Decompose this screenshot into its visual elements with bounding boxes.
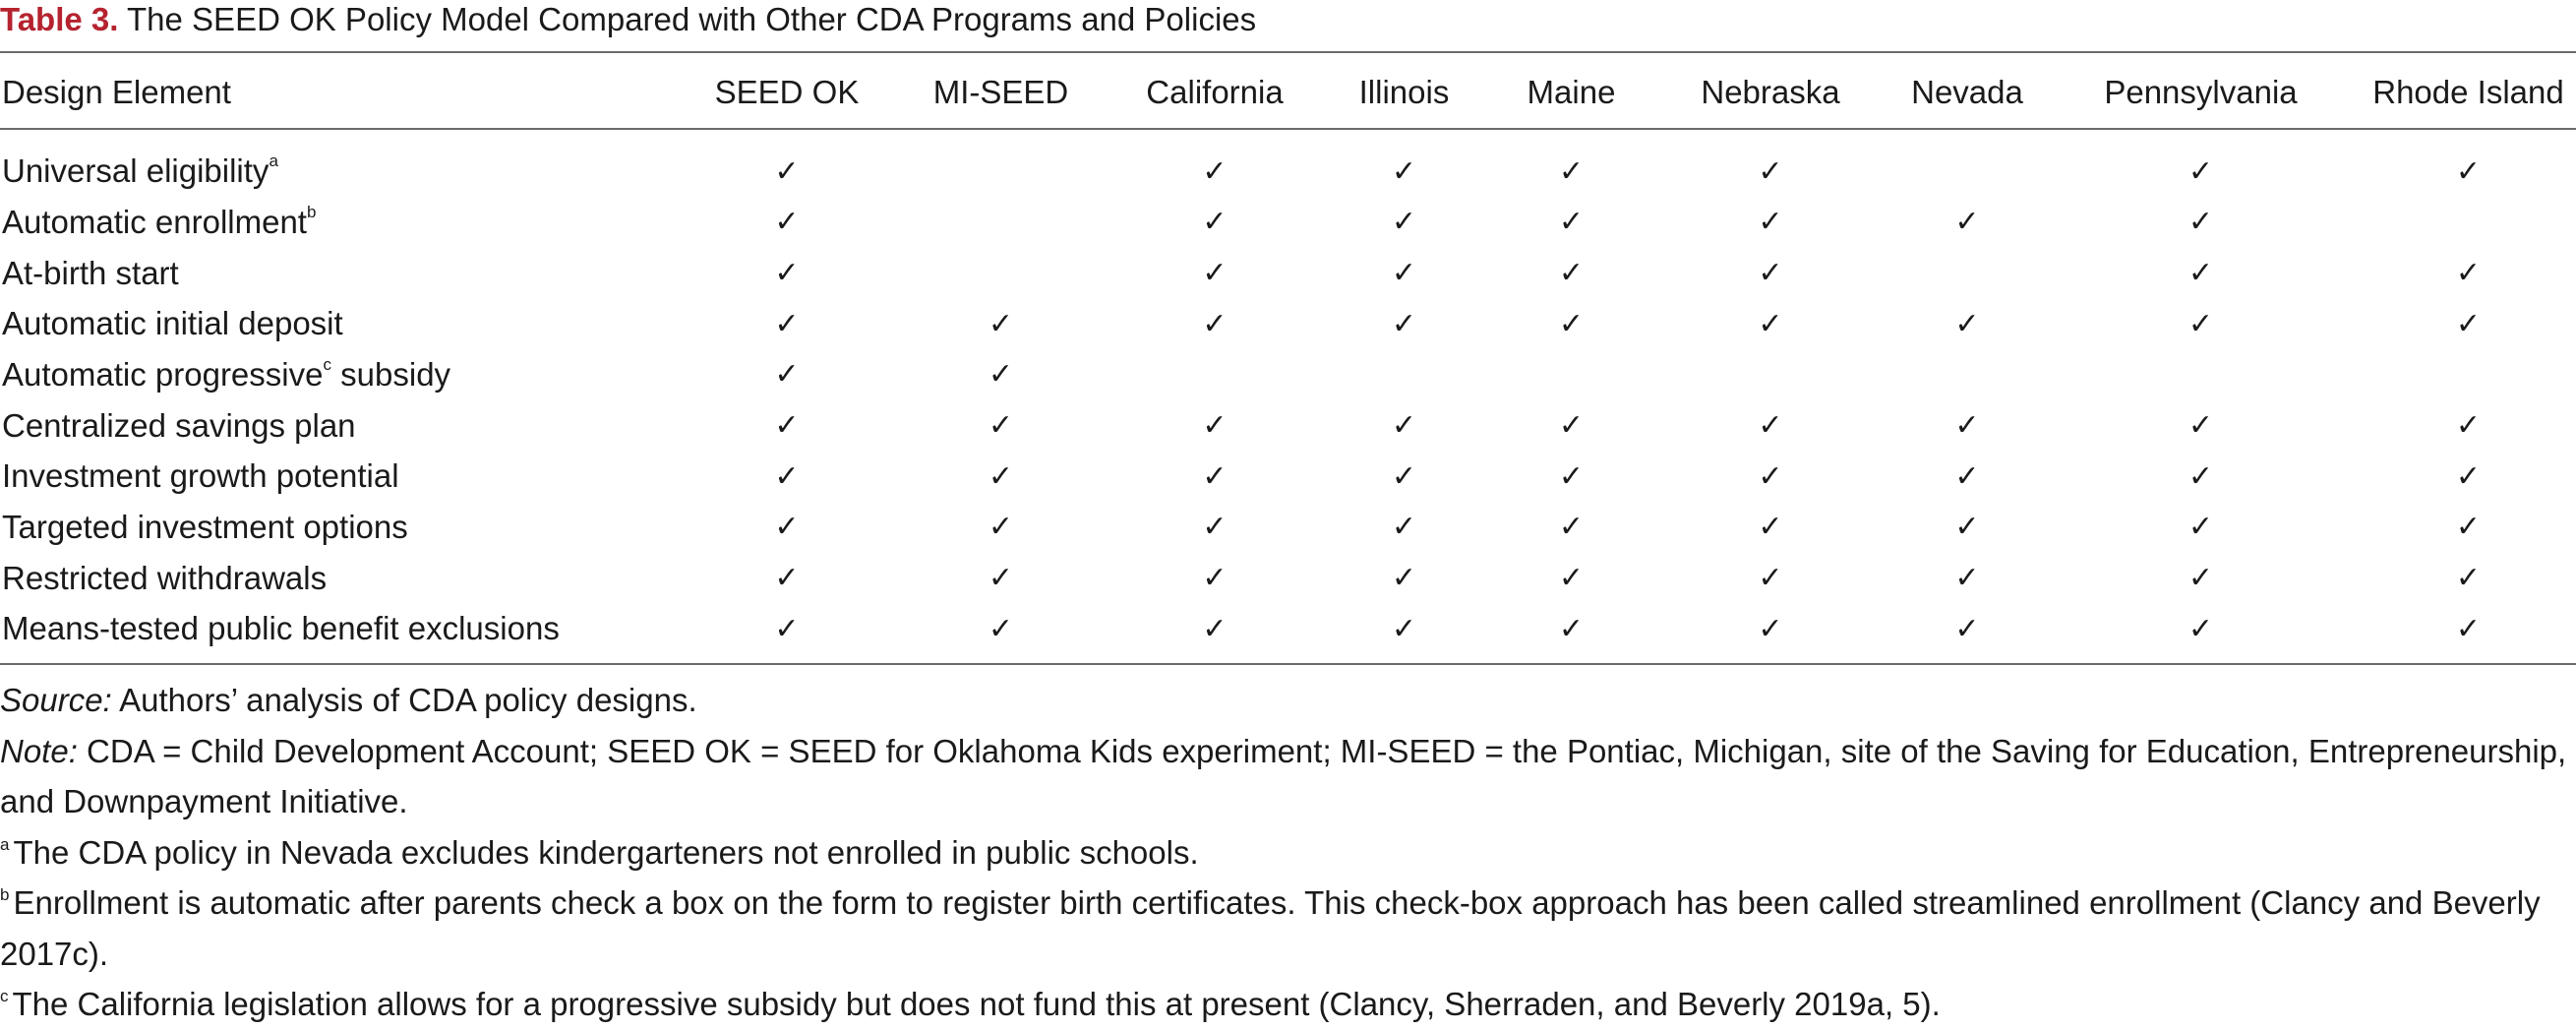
comparison-table: [0, 57, 2576, 654]
design-element-cell: [0, 451, 689, 502]
check-cell: [2361, 128, 2576, 197]
table-row: [0, 248, 2576, 299]
check-cell: [2041, 128, 2361, 197]
table-row: [0, 298, 2576, 349]
checkmark-icon: ✓: [774, 153, 800, 189]
general-note: [0, 726, 2576, 827]
check-cell: [885, 248, 1116, 299]
checkmark-icon: ✓: [1758, 256, 1783, 291]
check-cell: [885, 604, 1116, 655]
check-cell: [2361, 248, 2576, 299]
check-cell: [885, 451, 1116, 502]
check-cell: [1116, 502, 1313, 553]
check-cell: [885, 349, 1116, 400]
check-cell: [1893, 604, 2041, 655]
check-cell: [885, 197, 1116, 248]
footnote-mark: b: [0, 885, 10, 904]
checkmark-icon: ✓: [1758, 458, 1783, 494]
checkmark-icon: ✓: [1391, 510, 1417, 545]
checkmark-icon: ✓: [1558, 458, 1585, 494]
checkmark-icon: ✓: [1391, 408, 1417, 444]
design-element-label: At-birth start: [2, 254, 179, 291]
check-cell: [1116, 349, 1313, 400]
footnote: [0, 979, 2576, 1030]
checkmark-icon: ✓: [1758, 611, 1783, 646]
check-cell: [1495, 400, 1647, 452]
checkmark-icon: ✓: [774, 357, 800, 393]
checkmark-icon: ✓: [2187, 408, 2214, 444]
check-cell: [1893, 197, 2041, 248]
column-header: Illinois: [1358, 74, 1450, 110]
bottom-rule: [0, 663, 2576, 665]
checkmark-icon: ✓: [1202, 153, 1228, 189]
check-cell: [689, 553, 885, 604]
check-cell: [1893, 451, 2041, 502]
checkmark-icon: ✓: [1758, 510, 1783, 545]
design-element-cell: [0, 128, 689, 197]
checkmark-icon: ✓: [2187, 256, 2214, 291]
footnote-text: The CDA policy in Nevada excludes kindergarteners not enrolled in public schools.: [13, 833, 1199, 871]
checkmark-icon: ✓: [1558, 256, 1585, 291]
column-header: MI-SEED: [932, 74, 1069, 110]
check-cell: [689, 604, 885, 655]
table-row: [0, 502, 2576, 553]
check-cell: [1116, 400, 1313, 452]
footnote-text: The California legislation allows for a progressive subsidy but does not fund this at present (Clancy, Sherraden, and Beverly 2019a, 5).: [12, 986, 1941, 1022]
check-cell: [1495, 298, 1647, 349]
column-header: Rhode Island: [2372, 74, 2564, 110]
check-cell: [2041, 349, 2361, 400]
checkmark-icon: ✓: [1954, 205, 1980, 240]
check-cell: [1116, 128, 1313, 197]
check-cell: [1495, 248, 1647, 299]
check-cell: [2361, 553, 2576, 604]
checkmark-icon: ✓: [2455, 306, 2482, 341]
check-cell: [2041, 604, 2361, 655]
check-cell: [1116, 248, 1313, 299]
design-element-cell: [0, 349, 689, 400]
column-header: SEED OK: [714, 74, 860, 110]
column-header: Nevada: [1911, 74, 2023, 110]
check-cell: [2041, 451, 2361, 502]
checkmark-icon: ✓: [2187, 458, 2214, 494]
checkmark-icon: ✓: [1954, 611, 1980, 646]
check-cell: [1647, 451, 1893, 502]
check-cell: [689, 451, 885, 502]
checkmark-icon: ✓: [2187, 205, 2214, 240]
table-row: [0, 197, 2576, 248]
check-cell: [1893, 248, 2041, 299]
check-cell: [1893, 128, 2041, 197]
checkmark-icon: ✓: [1954, 510, 1980, 545]
header-row: [0, 57, 2576, 128]
check-cell: [1116, 553, 1313, 604]
design-element-label: Universal eligibility: [2, 152, 270, 189]
check-cell: [1495, 502, 1647, 553]
checkmark-icon: ✓: [2455, 256, 2482, 291]
source-note: [0, 675, 2576, 726]
check-cell: [1647, 298, 1893, 349]
checkmark-icon: ✓: [2455, 510, 2482, 545]
checkmark-icon: ✓: [2455, 561, 2482, 596]
footnote: [0, 827, 2576, 879]
design-element-cell: [0, 248, 689, 299]
check-cell: [1495, 604, 1647, 655]
checkmark-icon: ✓: [1954, 306, 1980, 341]
checkmark-icon: ✓: [1202, 256, 1228, 291]
checkmark-icon: ✓: [1202, 408, 1228, 444]
checkmark-icon: ✓: [1202, 561, 1228, 596]
check-cell: [2041, 248, 2361, 299]
checkmark-icon: ✓: [1954, 561, 1980, 596]
check-cell: [2041, 502, 2361, 553]
check-cell: [2361, 298, 2576, 349]
checkmark-icon: ✓: [1202, 611, 1228, 646]
checkmark-icon: ✓: [1758, 153, 1783, 189]
check-cell: [2041, 298, 2361, 349]
check-cell: [1313, 349, 1495, 400]
check-cell: [1495, 451, 1647, 502]
checkmark-icon: ✓: [988, 357, 1014, 393]
check-cell: [689, 197, 885, 248]
checkmark-icon: ✓: [988, 561, 1014, 596]
check-cell: [1116, 197, 1313, 248]
checkmark-icon: ✓: [2455, 408, 2482, 444]
check-cell: [1893, 349, 2041, 400]
column-header: Pennsylvania: [2104, 74, 2298, 110]
checkmark-icon: ✓: [1558, 561, 1585, 596]
check-cell: [885, 502, 1116, 553]
footnote: [0, 878, 2576, 979]
check-cell: [689, 400, 885, 452]
table-row: [0, 451, 2576, 502]
checkmark-icon: ✓: [774, 561, 800, 596]
checkmark-icon: ✓: [1391, 611, 1417, 646]
check-cell: [885, 400, 1116, 452]
check-cell: [1116, 604, 1313, 655]
checkmark-icon: ✓: [2187, 153, 2214, 189]
check-cell: [1313, 298, 1495, 349]
checkmark-icon: ✓: [774, 611, 800, 646]
table-row: [0, 128, 2576, 197]
design-element-cell: [0, 604, 689, 655]
checkmark-icon: ✓: [2187, 611, 2214, 646]
checkmark-icon: ✓: [1391, 306, 1417, 341]
checkmark-icon: ✓: [988, 408, 1014, 444]
check-cell: [1116, 451, 1313, 502]
design-element-cell: [0, 400, 689, 452]
check-cell: [885, 128, 1116, 197]
checkmark-icon: ✓: [1758, 205, 1783, 240]
table-title: The SEED OK Policy Model Compared with Other CDA Programs and Policies: [127, 1, 1257, 37]
check-cell: [1313, 451, 1495, 502]
checkmark-icon: ✓: [988, 510, 1014, 545]
checkmark-icon: ✓: [2187, 510, 2214, 545]
check-cell: [1647, 248, 1893, 299]
checkmark-icon: ✓: [1202, 205, 1228, 240]
checkmark-icon: ✓: [1758, 408, 1783, 444]
checkmark-icon: ✓: [1954, 458, 1980, 494]
checkmark-icon: ✓: [1202, 306, 1228, 341]
check-cell: [689, 298, 885, 349]
check-cell: [1495, 197, 1647, 248]
check-cell: [1647, 502, 1893, 553]
checkmark-icon: ✓: [1954, 408, 1980, 444]
footnote-reference: a: [269, 151, 278, 170]
check-cell: [1495, 128, 1647, 197]
checkmark-icon: ✓: [1558, 153, 1585, 189]
checkmark-icon: ✓: [2455, 458, 2482, 494]
check-cell: [1647, 400, 1893, 452]
checkmark-icon: ✓: [1558, 611, 1585, 646]
check-cell: [885, 298, 1116, 349]
check-cell: [1647, 349, 1893, 400]
table-row: [0, 400, 2576, 452]
check-cell: [1313, 248, 1495, 299]
checkmark-icon: ✓: [1391, 205, 1417, 240]
checkmark-icon: ✓: [1391, 561, 1417, 596]
check-cell: [1893, 298, 2041, 349]
footnote-mark: a: [0, 834, 10, 854]
check-cell: [2361, 502, 2576, 553]
check-cell: [689, 502, 885, 553]
check-cell: [1313, 400, 1495, 452]
checkmark-icon: ✓: [1558, 205, 1585, 240]
check-cell: [1647, 604, 1893, 655]
check-cell: [1893, 400, 2041, 452]
table-number: Table 3.: [0, 1, 119, 37]
design-element-cell: [0, 502, 689, 553]
note-text: CDA = Child Development Account; SEED OK = SEED for Oklahoma Kids experiment; MI-SEED = the Pontiac, Michigan, site of the Saving for Education, Entrepreneurship, and Downpayment Initiative.: [0, 732, 2567, 819]
check-cell: [1313, 553, 1495, 604]
check-cell: [689, 128, 885, 197]
checkmark-icon: ✓: [2187, 306, 2214, 341]
design-element-label: Investment growth potential: [2, 457, 399, 495]
design-element-cell: [0, 553, 689, 604]
checkmark-icon: ✓: [774, 306, 800, 341]
check-cell: [1647, 128, 1893, 197]
checkmark-icon: ✓: [774, 458, 800, 494]
checkmark-icon: ✓: [1558, 306, 1585, 341]
column-header: Design Element: [2, 74, 231, 110]
check-cell: [1313, 197, 1495, 248]
check-cell: [1893, 553, 2041, 604]
checkmark-icon: ✓: [2187, 561, 2214, 596]
checkmark-icon: ✓: [1391, 153, 1417, 189]
check-cell: [1116, 298, 1313, 349]
check-cell: [2041, 400, 2361, 452]
check-cell: [1647, 553, 1893, 604]
checkmark-icon: ✓: [2455, 611, 2482, 646]
check-cell: [1647, 197, 1893, 248]
checkmark-icon: ✓: [1202, 458, 1228, 494]
checkmark-icon: ✓: [1558, 510, 1585, 545]
checkmark-icon: ✓: [1558, 408, 1585, 444]
checkmark-icon: ✓: [988, 306, 1014, 341]
table-row: [0, 604, 2576, 655]
table-row: [0, 553, 2576, 604]
checkmark-icon: ✓: [774, 408, 800, 444]
checkmark-icon: ✓: [988, 458, 1014, 494]
design-element-cell: [0, 298, 689, 349]
top-rule: [0, 51, 2576, 53]
table-caption: [0, 0, 1256, 39]
checkmark-icon: ✓: [1202, 510, 1228, 545]
check-cell: [2361, 400, 2576, 452]
design-element-label: Means-tested public benefit exclusions: [2, 610, 560, 647]
design-element-label: Automatic initial deposit: [2, 305, 343, 342]
design-element-label: Restricted withdrawals: [2, 559, 328, 596]
table-notes: [0, 675, 2576, 1030]
check-cell: [2361, 604, 2576, 655]
check-cell: [885, 553, 1116, 604]
check-cell: [1893, 502, 2041, 553]
check-cell: [689, 349, 885, 400]
footnote-reference: b: [306, 202, 317, 221]
footnote-reference: c: [323, 354, 331, 374]
check-cell: [2361, 197, 2576, 248]
design-element-label: Targeted investment options: [2, 508, 408, 545]
checkmark-icon: ✓: [988, 611, 1014, 646]
check-cell: [1495, 553, 1647, 604]
design-element-label-suffix: subsidy: [330, 355, 451, 393]
checkmark-icon: ✓: [1758, 561, 1783, 596]
design-element-label: Automatic progressive: [2, 355, 324, 393]
design-element-label: Centralized savings plan: [2, 406, 356, 444]
checkmark-icon: ✓: [774, 510, 800, 545]
check-cell: [1495, 349, 1647, 400]
checkmark-icon: ✓: [1391, 458, 1417, 494]
design-element-cell: [0, 197, 689, 248]
check-cell: [2041, 553, 2361, 604]
checkmark-icon: ✓: [1391, 256, 1417, 291]
checkmark-icon: ✓: [774, 256, 800, 291]
column-header: Maine: [1527, 74, 1616, 110]
source-label: Source:: [0, 682, 112, 718]
checkmark-icon: ✓: [774, 205, 800, 240]
checkmark-icon: ✓: [1758, 306, 1783, 341]
table-body: [0, 128, 2576, 654]
check-cell: [1313, 128, 1495, 197]
check-cell: [1313, 502, 1495, 553]
footnote-text: Enrollment is automatic after parents check a box on the form to register birth certificates. This check-box approach has been called streamlined enrollment (Clancy and Beverly 2017c).: [0, 884, 2541, 972]
column-header: California: [1146, 74, 1284, 110]
design-element-label: Automatic enrollment: [2, 203, 307, 240]
column-header: Nebraska: [1701, 74, 1840, 110]
source-text: Authors’ analysis of CDA policy designs.: [111, 682, 697, 718]
check-cell: [1313, 604, 1495, 655]
table-row: [0, 349, 2576, 400]
check-cell: [2361, 349, 2576, 400]
checkmark-icon: ✓: [2455, 153, 2482, 189]
check-cell: [689, 248, 885, 299]
note-label: Note:: [0, 732, 78, 769]
check-cell: [2041, 197, 2361, 248]
check-cell: [2361, 451, 2576, 502]
footnote-mark: c: [0, 987, 9, 1005]
